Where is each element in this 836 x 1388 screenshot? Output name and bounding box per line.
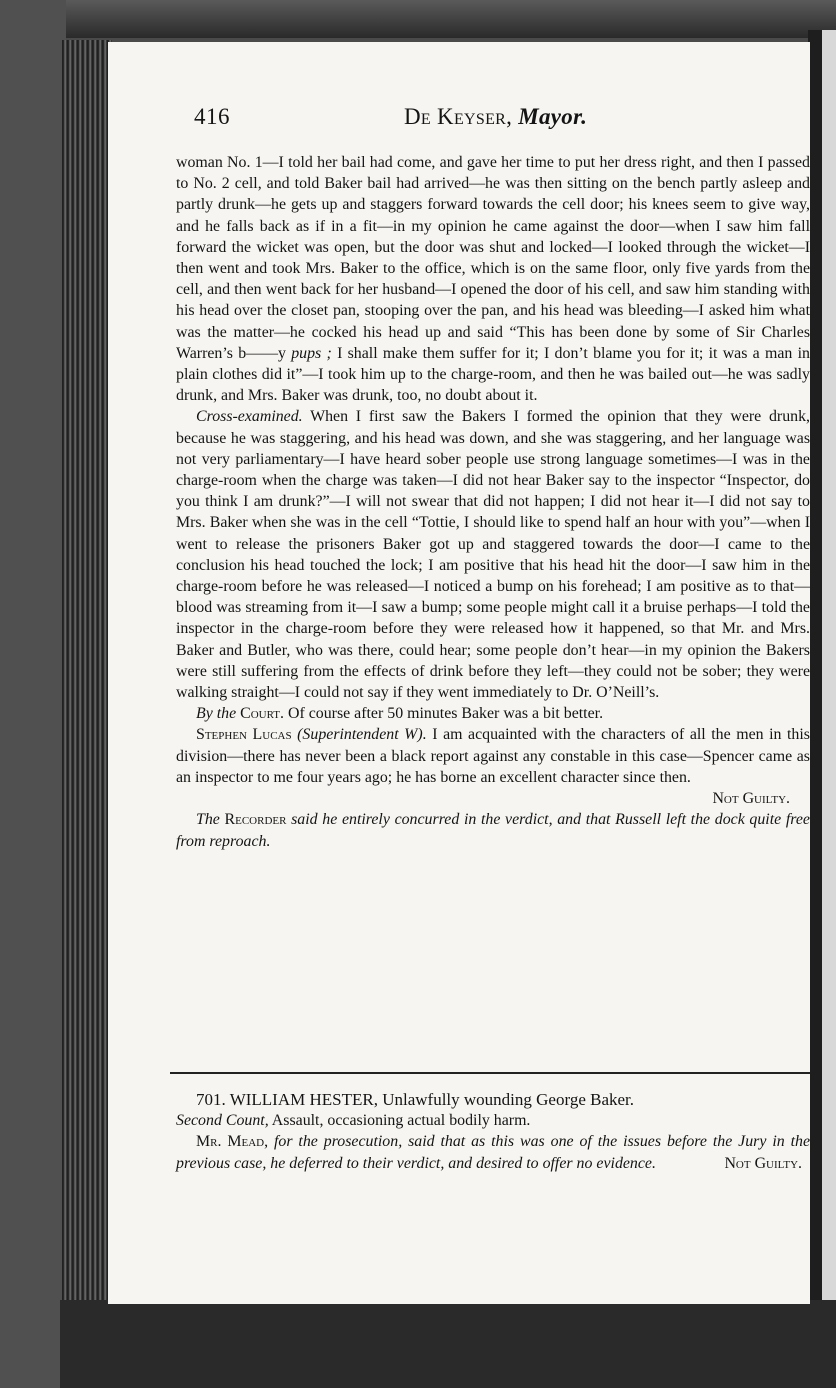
paragraph-witness: Stephen Lucas (Superintendent W). I am acquainted with the characters of all the men in this division—there has never been a black report against any constable in this case—Spencer came as an inspector to me four years ago; he has borne an excellent character since then.	[176, 726, 810, 786]
scan-bottom-border	[60, 1300, 836, 1388]
next-page-edge	[822, 30, 836, 1360]
second-count: Second Count, Assault, occasioning actual bodily harm.	[176, 1112, 531, 1130]
page-body	[176, 152, 810, 852]
paragraph-cross-examined: Cross-examined. When I first saw the Bakers I formed the opinion that they were drunk, because he was staggering, and his head was down, and she was staggering, and her language was not very parliamentary—I have heard sober people use strong language sometimes—I was in the charge-room when the charge was taken—I did not hear Baker say to the inspector “Inspector, do you think I am drunk?”—I will not swear that did not happen; I did not hear it—I did not say to Mrs. Baker when she was in the cell “Tottie, I should like to spend half an hour with you”—when I went to release the prisoners Baker got up and staggered towards the door—I came to the conclusion his head touched the lock; I am positive that his head hit the door—I saw him in the charge-room before he was released—I noticed a bump on his forehead; I am positive as to that—blood was streaming from it—I saw a bump; some people might call it a bruise perhaps—I told the inspector in the charge-room before they were released how it happened, so that Mr. and Mrs. Baker and Butler, who was there, could hear; some people don’t hear—in my opinion the Bakers were still suffering from the effects of drink before they left—they could not be sober; they were walking straight—I could not say if they went immediately to Dr. O’Neill’s.	[176, 408, 811, 702]
witness-role: (Superintendent W).	[297, 726, 427, 744]
paragraph-by-the-court: By the Court. Of course after 50 minutes Baker was a bit better.	[196, 705, 604, 723]
section-divider	[170, 1072, 810, 1074]
case-number: 701.	[196, 1090, 226, 1109]
scan-left-border	[0, 0, 66, 1388]
cross-examined-label: Cross-examined.	[196, 408, 303, 426]
book-binding	[62, 40, 112, 1305]
charge-text: Unlawfully wounding George Baker.	[382, 1090, 635, 1109]
verdict-first-case: Not Guilty.	[712, 790, 790, 808]
paragraph-counsel: Mr. Mead, for the prosecution, said that as this was one of the issues before the Jury in the previous case, he deferred to their verdict, and desired to offer no evidence. Not Guilty.	[176, 1131, 810, 1173]
case-701	[176, 1089, 810, 1174]
scan-top-border	[0, 0, 836, 38]
defendant-name: WILLIAM HESTER,	[229, 1090, 378, 1109]
page-header	[194, 104, 634, 138]
book-page	[108, 42, 810, 1304]
page-number: 416	[194, 104, 230, 129]
case-heading	[176, 1089, 810, 1110]
verdict-second-case: Not Guilty.	[724, 1154, 802, 1172]
running-head-name: De Keyser,	[404, 104, 513, 129]
paragraph-testimony: woman No. 1—I told her bail had come, and gave her time to put her dress right, and then I passed to No. 2 cell, and told Baker bail had arrived—he was then sitting on the bench partly asleep and partly drunk—he gets up and staggers forward towards the cell door; his knees seem to give way, and he falls back as if in a fit—in my opinion he came against the door—when I saw him fall forward the wicket was open, but the door was shut and locked—I looked through the wicket—I then went and took Mrs. Baker to the office, which is on the same floor, only five yards from the cell, and then went back for her husband—I opened the door of his cell, and saw him standing with his head over the closet pan, stooping over the pan, and his head was bleeding—I asked him what was the matter—he cocked his head up and said “This has been done by some of Sir Charles Warren’s b——y pups ; I shall make them suffer for it; I don’t blame you for it; it was a man in plain clothes did it”—I took him up to the charge-room, and then he was bailed out—he was sadly drunk, and Mrs. Baker was drunk, too, no doubt about it.	[176, 154, 810, 405]
paragraph-recorder: The Recorder said he entirely concurred in the verdict, and that Russell left the dock quite free from reproach.	[176, 811, 810, 850]
running-head-title: Mayor.	[518, 104, 588, 129]
running-head	[404, 104, 587, 130]
witness-name: Stephen Lucas	[196, 726, 292, 744]
